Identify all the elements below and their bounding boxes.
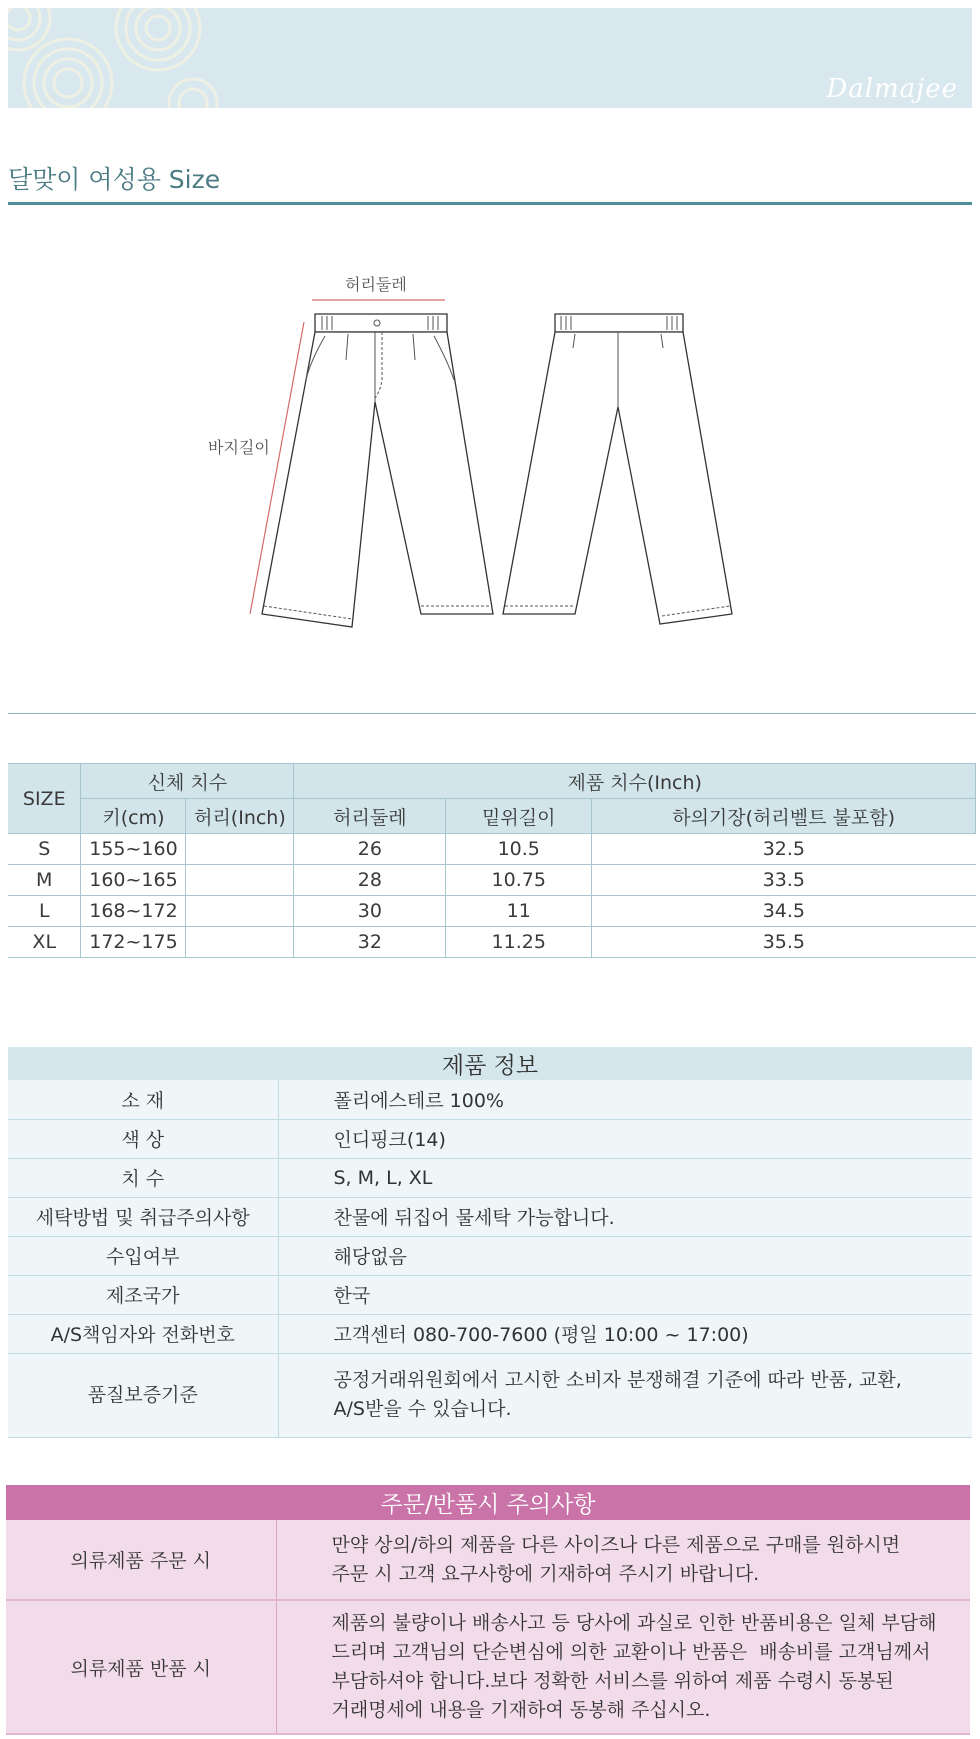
column-header: 밑위길이 (446, 799, 592, 834)
table-row (8, 1353, 972, 1437)
table-cell: 11.25 (446, 927, 592, 958)
table-cell: 32 (294, 927, 446, 958)
info-value: S, M, L, XL (278, 1158, 972, 1197)
pants-diagram (200, 262, 760, 632)
section-divider (8, 713, 976, 714)
column-header: 허리(Inch) (186, 799, 294, 834)
table-row (8, 896, 976, 927)
info-value-line: 공정거래위원회에서 고시한 소비자 분쟁해결 기준에 따라 반품, 교환, (333, 1369, 902, 1391)
product-info-title: 제품 정보 (8, 1047, 972, 1080)
table-cell: 30 (294, 896, 446, 927)
column-header: 하의기장(허리벨트 불포함) (592, 799, 976, 834)
table-cell: 28 (294, 865, 446, 896)
page-title: 달맞이 여성용 Size (8, 165, 221, 194)
info-value: 인디핑크(14) (278, 1119, 972, 1158)
info-key: 소 재 (8, 1080, 278, 1119)
info-key: 색 상 (8, 1119, 278, 1158)
notice-line: 부담하셔야 합니다.보다 정확한 서비스를 위하여 제품 수령시 동봉된 (331, 1670, 894, 1692)
info-value: 해당없음 (278, 1236, 972, 1275)
notice-key: 의류제품 주문 시 (6, 1520, 276, 1600)
info-value-line: A/S받을 수 있습니다. (333, 1398, 512, 1420)
product-info-table (8, 1047, 972, 1438)
table-cell: 33.5 (592, 865, 976, 896)
size-header: SIZE (8, 764, 81, 834)
title-divider (8, 202, 972, 205)
table-cell: 32.5 (592, 834, 976, 865)
info-key: 수입여부 (8, 1236, 278, 1275)
notice-title: 주문/반품시 주의사항 (6, 1485, 970, 1520)
notice-line: 드리며 고객님의 단순변심에 의한 교환이나 반품은 배송비를 고객님께서 (331, 1641, 931, 1663)
table-cell: 11 (446, 896, 592, 927)
info-key: 치 수 (8, 1158, 278, 1197)
table-cell: 160~165 (81, 865, 186, 896)
product-measure-header: 제품 치수(Inch) (294, 764, 976, 799)
table-cell: 26 (294, 834, 446, 865)
table-row (8, 865, 976, 896)
brand-logo: Dalmajee (826, 74, 958, 104)
info-value (278, 1353, 972, 1437)
table-row (8, 1080, 972, 1119)
info-key: A/S책임자와 전화번호 (8, 1314, 278, 1353)
table-cell: 34.5 (592, 896, 976, 927)
table-cell (186, 927, 294, 958)
table-cell: 172~175 (81, 927, 186, 958)
table-cell: 35.5 (592, 927, 976, 958)
length-label: 바지길이 (208, 438, 270, 457)
table-row (8, 1314, 972, 1353)
table-cell: XL (8, 927, 81, 958)
notice-line: 만약 상의/하의 제품을 다른 사이즈나 다른 제품으로 구매를 원하시면 (331, 1533, 901, 1556)
notice-value (276, 1600, 970, 1734)
info-value: 폴리에스테르 100% (278, 1080, 972, 1119)
size-table (8, 763, 976, 958)
notice-key: 의류제품 반품 시 (6, 1600, 276, 1734)
table-cell: 10.5 (446, 834, 592, 865)
info-value: 한국 (278, 1275, 972, 1314)
table-cell: 168~172 (81, 896, 186, 927)
table-cell (186, 896, 294, 927)
table-row (8, 1236, 972, 1275)
order-return-notice-table (6, 1485, 970, 1735)
pants-illustration (200, 262, 760, 632)
table-row (8, 927, 976, 958)
table-row (6, 1520, 970, 1600)
table-cell: 10.75 (446, 865, 592, 896)
column-header: 허리둘레 (294, 799, 446, 834)
header-banner (8, 8, 972, 108)
body-measure-header: 신체 치수 (81, 764, 294, 799)
table-row (8, 1119, 972, 1158)
table-cell (186, 865, 294, 896)
info-value: 찬물에 뒤집어 물세탁 가능합니다. (278, 1197, 972, 1236)
info-key: 세탁방법 및 취급주의사항 (8, 1197, 278, 1236)
column-header: 키(cm) (81, 799, 186, 834)
info-key: 품질보증기준 (8, 1353, 278, 1437)
table-row (8, 1158, 972, 1197)
table-row (6, 1600, 970, 1734)
table-cell: 155~160 (81, 834, 186, 865)
notice-line: 제품의 불량이나 배송사고 등 당사에 과실로 인한 반품비용은 일체 부담해 (331, 1612, 937, 1634)
notice-value (276, 1520, 970, 1600)
info-value: 고객센터 080-700-7600 (평일 10:00 ~ 17:00) (278, 1314, 972, 1353)
table-cell: M (8, 865, 81, 896)
notice-line: 거래명세에 내용을 기재하여 동봉해 주십시오. (331, 1699, 711, 1721)
table-row (8, 1197, 972, 1236)
table-cell: L (8, 896, 81, 927)
table-row (8, 1275, 972, 1314)
waist-label: 허리둘레 (345, 275, 407, 294)
table-cell (186, 834, 294, 865)
table-cell: S (8, 834, 81, 865)
circle-pattern-decoration (8, 8, 238, 108)
info-key: 제조국가 (8, 1275, 278, 1314)
table-row (8, 834, 976, 865)
notice-line: 주문 시 고객 요구사항에 기재하여 주시기 바랍니다. (331, 1562, 760, 1585)
